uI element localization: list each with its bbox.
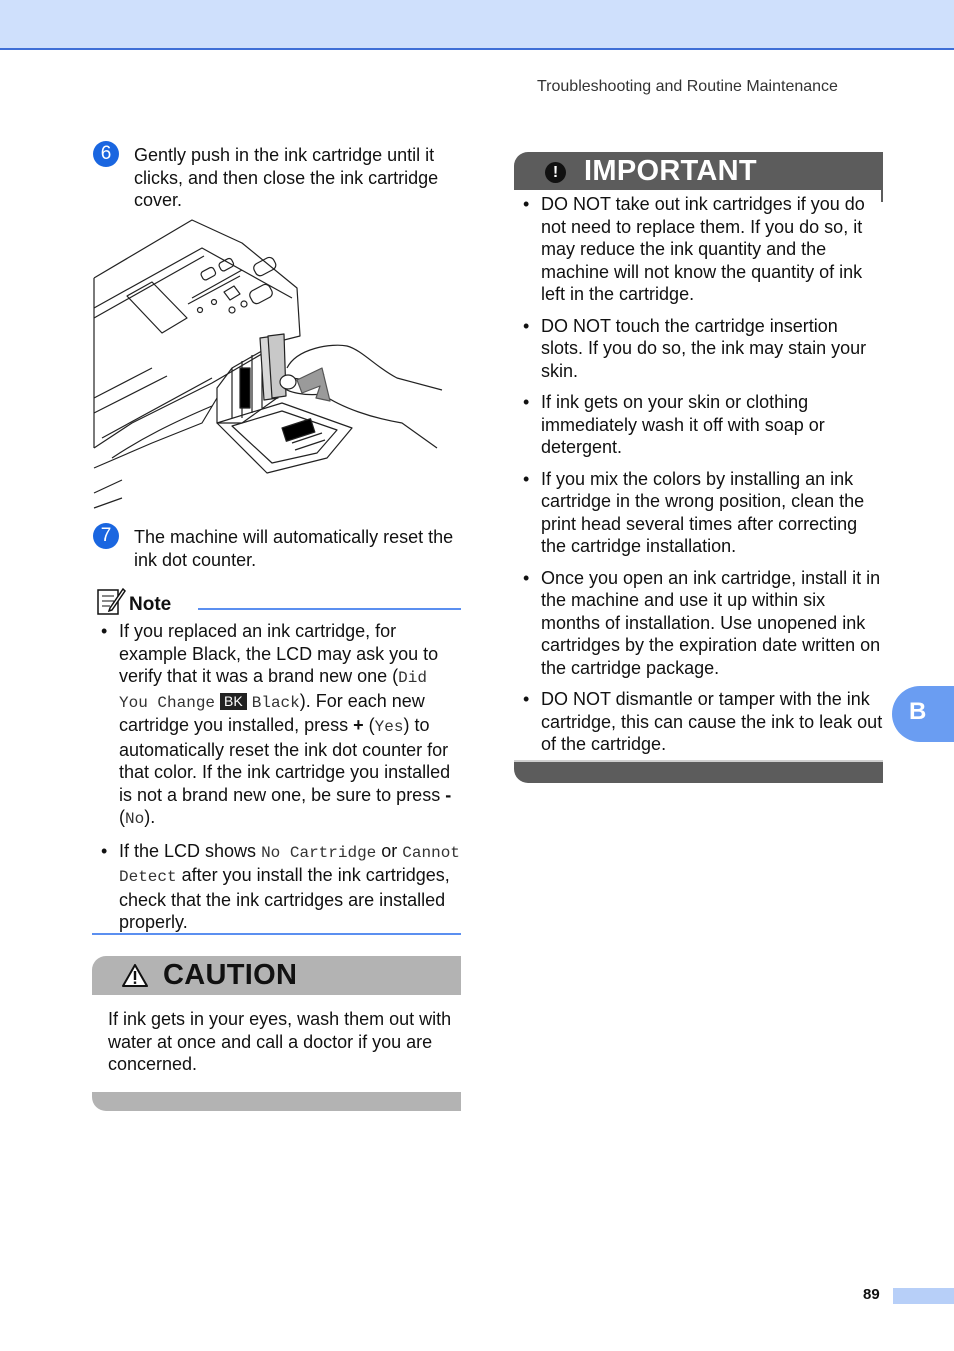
chapter-tab-b[interactable] <box>892 686 954 742</box>
important-title: IMPORTANT <box>584 155 757 187</box>
note-end-rule <box>92 933 461 935</box>
important-header <box>514 152 883 190</box>
bk-color-chip: BK <box>220 693 247 710</box>
note-body <box>100 620 462 943</box>
step-7-badge: 7 <box>93 523 119 549</box>
header-band <box>0 0 954 50</box>
important-item: • DO NOT dismantle or tamper with the ink cartridge, this can cause the ink to leak out of the cartridge. <box>522 688 884 756</box>
note-item-lcd-verify: • If you replaced an ink cartridge, for example Black, the LCD may ask you to verify that it was a brand new one (Did You Change BK Black). For each new cartridge you installed, press + (Yes) to automatically reset the ink dot counter for that color. If the ink cartridge you installed is not a brand new one, be sure to press - (No). <box>100 620 462 831</box>
caution-text: If ink gets in your eyes, wash them out with water at once and call a doctor if you are concerned. <box>108 1009 452 1074</box>
note-label: Note <box>129 594 172 615</box>
chapter-tab-letter: B <box>909 698 927 725</box>
note-header <box>96 586 461 616</box>
caution-title: CAUTION <box>163 959 298 991</box>
step-6-badge: 6 <box>93 141 119 167</box>
page-number-bar <box>893 1288 954 1304</box>
printer-cartridge-illustration <box>92 218 462 510</box>
running-header: Troubleshooting and Routine Maintenance <box>537 78 838 95</box>
note-pencil-icon <box>96 586 126 616</box>
important-item: • DO NOT take out ink cartridges if you do not need to replace them. If you do so, it may reduce the ink quantity and the machine will not know the quantity of ink left in the cartridge. <box>522 193 884 306</box>
caution-footer-bar <box>92 1092 461 1111</box>
exclamation-icon: ! <box>545 162 566 183</box>
important-body <box>522 193 884 765</box>
important-footer-bar <box>514 760 883 783</box>
page-number: 89 <box>863 1286 880 1303</box>
caution-header <box>92 956 461 995</box>
warning-triangle-icon <box>122 964 148 987</box>
important-item: • DO NOT touch the cartridge insertion slots. If you do so, the ink may stain your skin. <box>522 315 884 383</box>
important-item: • Once you open an ink cartridge, install it in the machine and use it up within six months of installation. Use unopened ink cartridges by the expiration date written on the cartridge package. <box>522 567 884 680</box>
step-6-text: Gently push in the ink cartridge until it clicks, and then close the ink cartridge cover. <box>134 145 439 210</box>
step-7-text: The machine will automatically reset the ink dot counter. <box>134 527 454 570</box>
note-item-no-cartridge: • If the LCD shows No Cartridge or Cannot Detect after you install the ink cartridges, check that the ink cartridges are installed properly. <box>100 840 462 934</box>
note-rule <box>198 608 461 610</box>
important-item: • If you mix the colors by installing an ink cartridge in the wrong position, clean the print head several times after correcting the cartridge installation. <box>522 468 884 558</box>
important-item: • If ink gets on your skin or clothing immediately wash it off with soap or detergent. <box>522 391 884 459</box>
